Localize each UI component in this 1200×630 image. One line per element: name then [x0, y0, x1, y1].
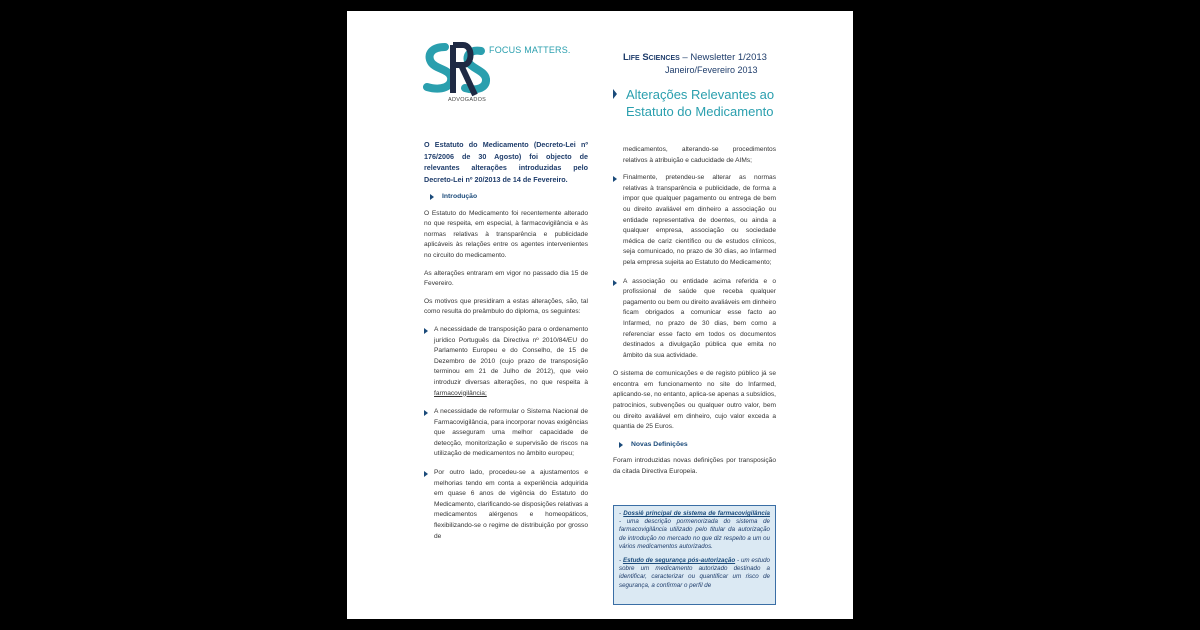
definition-term: Estudo de segurança pós-autorização — [622, 557, 736, 565]
right-column — [613, 145, 776, 485]
left-column — [424, 139, 588, 550]
definitions-box — [613, 505, 776, 605]
paragraph: As alterações entraram em vigor no passado dia 15 de Fevereiro. — [424, 269, 588, 288]
paragraph: O sistema de comunicações e de registo público já se encontra em funcionamento no site do Infarmed, aplicando-se, no entanto, aplica-se apenas a subsídios, patrocínios, subvenções ou qualquer outro valor, bem ou direito avaliável em dinheiro, cujo valor exceda a quantia de 25 Euros. — [613, 370, 776, 431]
section-introducao — [430, 192, 588, 203]
bullet-item — [613, 173, 776, 268]
definition-term: Dossiê principal de sistema de farmacovigilância — [623, 510, 771, 517]
newsletter-page — [347, 11, 853, 619]
logo-tagline: FOCUS MATTERS. — [489, 45, 571, 55]
newsletter-series: Life Sciences — [623, 52, 680, 63]
bullet-arrow-icon — [424, 471, 428, 477]
bullet-item — [424, 325, 588, 399]
section-heading: Introdução — [442, 193, 478, 200]
bullet-arrow-icon — [613, 176, 617, 182]
bullet-arrow-icon — [424, 410, 428, 416]
bullet-text: A associação ou entidade acima referida e o profissional de saúde que receba qualquer pagamento ou bem ou direito avaliáveis em dinheiro ficam obrigados a comunicar esse facto ao Infarmed, no prazo de 30 dias, bem como a referenciar esse facto em todos os documentos destinados a divulgação pública que emita no âmbito da sua actividade. — [623, 277, 776, 359]
bullet-text-underlined: farmacovigilância; — [434, 389, 487, 397]
srs-logo-icon — [423, 41, 493, 105]
newsletter-date: Janeiro/Fevereiro 2013 — [665, 65, 758, 75]
title-arrow-icon — [613, 89, 617, 99]
section-novas-definicoes — [619, 440, 776, 451]
definition-text: - um estudo sobre um medicamento autorizado destinado a identificar, caracterizar ou quantificar um risco de segurança, a confirmar o perfil de — [619, 557, 770, 589]
section-arrow-icon — [619, 442, 623, 448]
bullet-item — [424, 468, 588, 542]
section-arrow-icon — [430, 194, 434, 200]
newsletter-title — [623, 52, 767, 63]
definition-item: - Dossiê principal de sistema de farmacovigilância - uma descrição pormenorizada do sistema de farmacovigilância utilizado pelo titular da autorização de introdução no mercado no que diz respeito a um ou vários medicamentos autorizados. — [619, 510, 771, 550]
bullet-arrow-icon — [613, 280, 617, 286]
logo-subtitle: ADVOGADOS — [448, 97, 487, 103]
paragraph: medicamentos, alterando-se procedimentos relativos à atribuição e caducidade de AIMs; — [623, 146, 776, 164]
bullet-text: Finalmente, pretendeu-se alterar as normas relativas à transparência e publicidade, de forma a impor que qualquer pagamento ou entrega de bem ou direito avaliável em dinheiro a associação ou entidade representativa de doentes, ou ainda a qualquer empresa, associação ou sociedade médica de cariz científico ou de estudos clínicos, seja comunicado, no prazo de 30 dias, ao Infarmed pela empresa sujeita ao Estatuto do Medicamento; — [623, 174, 776, 266]
definition-text: - uma descrição pormenorizada do sistema de farmacovigilância utilizado pelo titular da autorização de introdução no mercado no que diz respeito a um ou vários medicamentos autorizados. — [619, 518, 770, 550]
definition-item: - Estudo de segurança pós-autorização - um estudo sobre um medicamento autorizado destinado a identificar, caracterizar ou quantificar um risco de segurança, a confirmar o perfil de — [619, 557, 770, 589]
bullet-text: A necessidade de reformular o Sistema Nacional de Farmacovigilância, para incorporar novas exigências que asseguram uma melhor capacidade de detecção, monitorização e supervisão de riscos na utilização de medicamentos no âmbito europeu; — [434, 408, 588, 458]
bullet-item — [424, 407, 588, 460]
newsletter-number: – Newsletter 1/2013 — [679, 52, 767, 63]
bullet-text — [434, 325, 588, 399]
section-heading: Novas Definições — [631, 440, 688, 448]
paragraph: O Estatuto do Medicamento foi recentemente alterado no que respeita, em especial, à farmacovigilância e às normas relativas à transparência e publicidade aplicáveis às relações entre os agentes intervenientes no circuito do medicamento. — [424, 209, 588, 259]
bullet-text: Por outro lado, procedeu-se a ajustamentos e melhorias tendo em conta a experiência adquirida em quase 6 anos de vigência do Estatuto do Medicamento, clarificando-se disposições relativas a medicamentos alérgenos e homeopáticos, flexibilizando-se o regime de distribuição por grosso de — [434, 469, 588, 540]
intro-lead: O Estatuto do Medicamento (Decreto-Lei nº 176/2006 de 30 Agosto) foi objecto de relevantes alterações introduzidas pelo Decreto-Lei nº 20/2013 de 14 de Fevereiro. — [424, 140, 588, 184]
bullet-arrow-icon — [424, 328, 428, 334]
article-title: Alterações Relevantes ao Estatuto do Medicamento — [626, 87, 775, 119]
paragraph: Foram introduzidas novas definições por transposição da citada Directiva Europeia. — [613, 457, 776, 476]
paragraph: Os motivos que presidiram a estas alterações, são, tal como resulta do preâmbulo do diploma, os seguintes: — [424, 297, 588, 316]
bullet-item — [613, 277, 776, 362]
bullet-text-main: A necessidade de transposição para o ordenamento jurídico Português da Directiva nº 2010/84/EU do Parlamento Europeu e do Conselho, de 15 de Dezembro de 2010 (cujo prazo de transposição terminou em 21 de Julho de 2012), que veio introduzir diversas alterações, no que respeita à — [434, 325, 588, 386]
